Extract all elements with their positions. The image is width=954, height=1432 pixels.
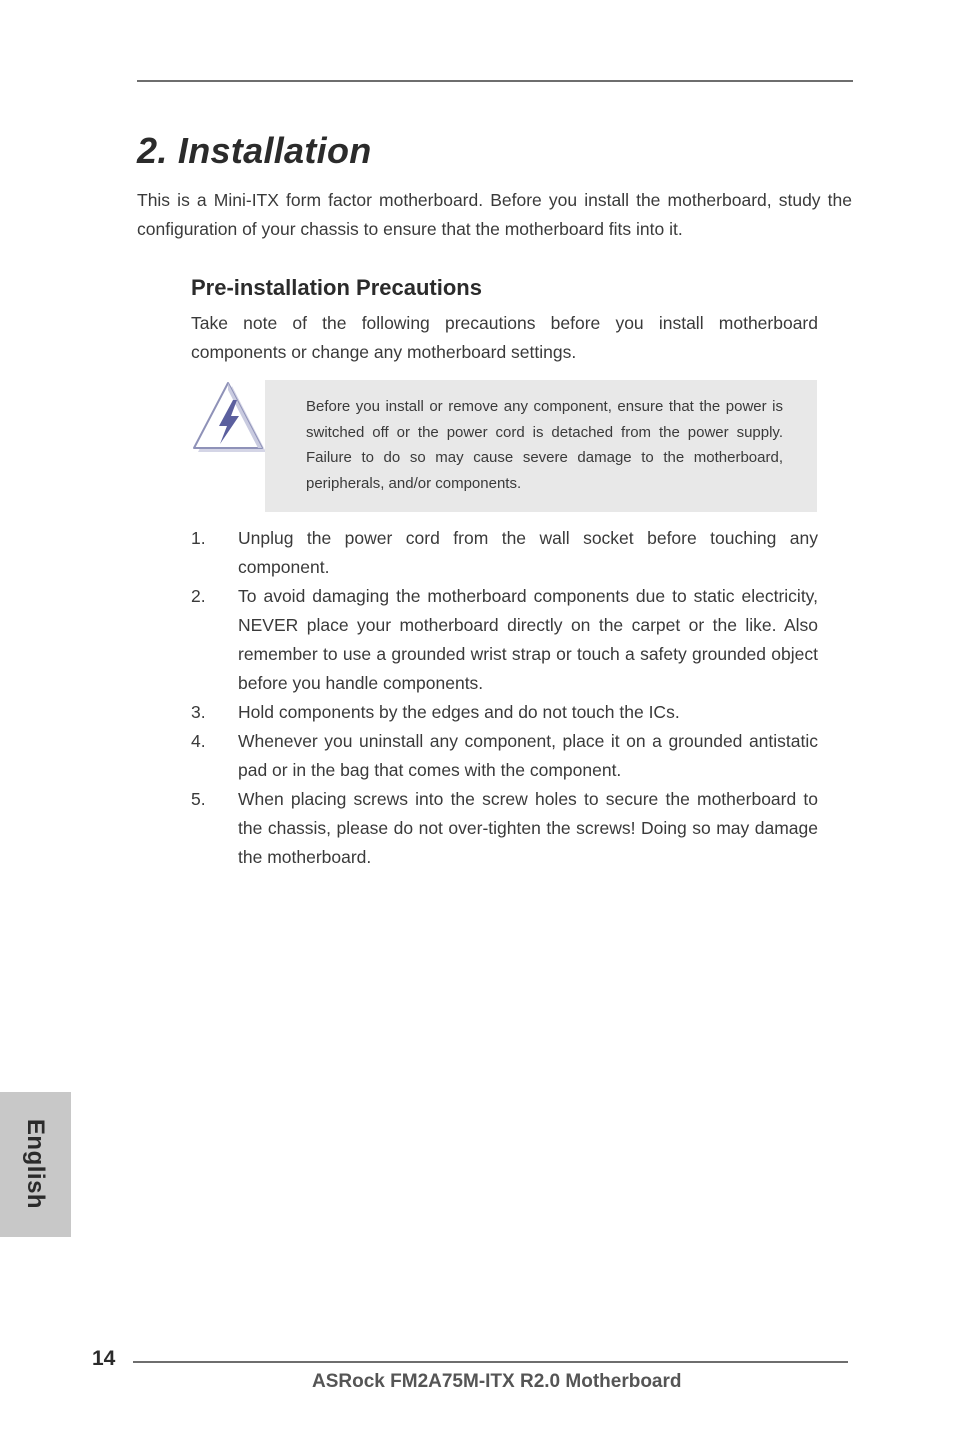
precautions-list	[191, 524, 818, 872]
list-item-text: To avoid damaging the motherboard components due to static electricity, NEVER place your motherboard directly on the carpet or the like. Also remember to use a grounded wrist strap or touch a safety grounded object before you handle components.	[238, 586, 818, 693]
precautions-intro: Take note of the following precautions before you install motherboard components or change any motherboard settings.	[191, 313, 818, 362]
list-item-text: Unplug the power cord from the wall socket before touching any component.	[238, 528, 818, 577]
warning-note-box	[265, 380, 817, 512]
list-item-number: 3.	[191, 702, 206, 722]
list-item-text: Hold components by the edges and do not touch the ICs.	[238, 702, 680, 722]
list-item	[191, 698, 818, 727]
intro-paragraph: This is a Mini-ITX form factor motherboard. Before you install the motherboard, study the configuration of your chassis to ensure that the motherboard fits into it.	[137, 190, 852, 239]
footer-product-name: ASRock FM2A75M-ITX R2.0 Motherboard	[312, 1371, 682, 1392]
list-item	[191, 785, 818, 872]
list-item-number: 2.	[191, 586, 206, 606]
language-tab	[0, 1092, 71, 1237]
list-item	[191, 524, 818, 582]
list-item	[191, 582, 818, 698]
lightning-warning-triangle-icon	[192, 380, 268, 454]
language-label: English	[22, 1118, 49, 1210]
page-number: 14	[92, 1347, 116, 1370]
list-item-text: When placing screws into the screw holes to secure the motherboard to the chassis, please do not over-tighten the screws! Doing so may damage the motherboard.	[238, 789, 818, 867]
list-item-number: 4.	[191, 731, 206, 751]
list-item	[191, 727, 818, 785]
page-title: 2. Installation	[137, 130, 372, 171]
list-item-number: 1.	[191, 528, 206, 548]
list-item-number: 5.	[191, 789, 206, 809]
list-item-text: Whenever you uninstall any component, place it on a grounded antistatic pad or in the bag that comes with the component.	[238, 731, 818, 780]
header-rule	[137, 80, 853, 82]
precautions-heading: Pre-installation Precautions	[191, 275, 482, 300]
footer-rule	[133, 1361, 848, 1363]
warning-note-text: Before you install or remove any component, ensure that the power is switched off or the power cord is detached from the power supply. Failure to do so may cause severe damage to the motherboard, peripherals, and/or components.	[306, 398, 783, 492]
